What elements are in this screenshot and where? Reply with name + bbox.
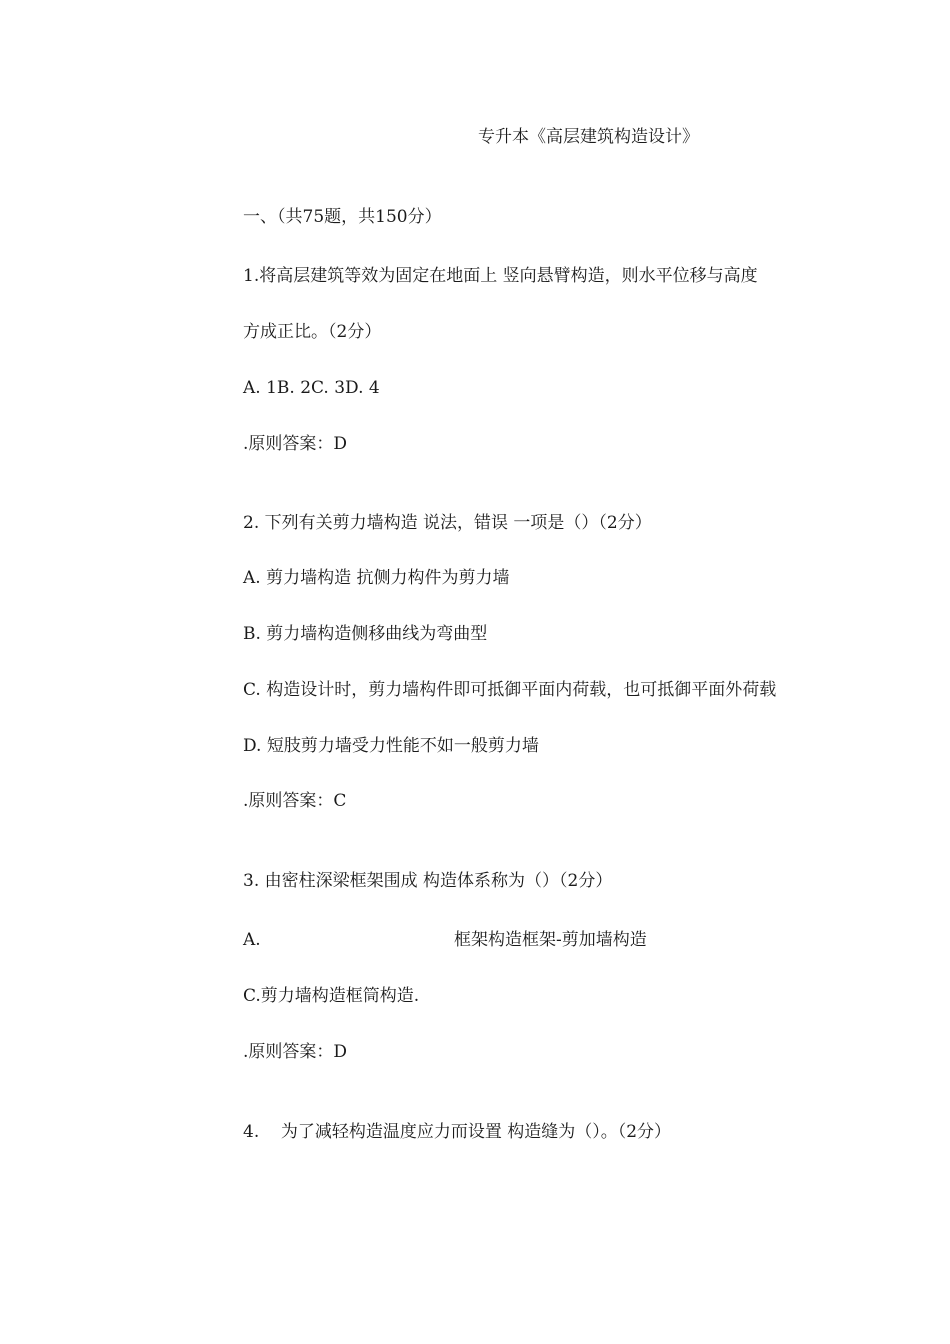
- question-4-stem: 4. 为了减轻构造温度应力而设置 构造缝为（）。（2分）: [243, 1122, 672, 1142]
- question-2-stem: 2. 下列有关剪力墙构造 说法，错误 一项是（）（2分）: [243, 513, 652, 533]
- question-1-stem-line-2: 方成正比。（2分）: [243, 322, 382, 342]
- question-3-answer: .原则答案：D: [243, 1042, 348, 1062]
- question-3-option-c: C.剪力墙构造框筒构造.: [243, 986, 420, 1006]
- question-3-options-row: 框架构造框架-剪加墙构造: [454, 930, 647, 950]
- question-2-option-a: A. 剪力墙构造 抗侧力构件为剪力墙: [243, 568, 510, 588]
- question-2-option-c: C. 构造设计时，剪力墙构件即可抵御平面内荷载，也可抵御平面外荷载: [243, 680, 777, 700]
- question-2-option-b: B. 剪力墙构造侧移曲线为弯曲型: [243, 624, 488, 644]
- question-2-option-d: D. 短肢剪力墙受力性能不如一般剪力墙: [243, 736, 539, 756]
- question-3-option-a-label: A.: [243, 930, 261, 950]
- question-1-answer: .原则答案：D: [243, 434, 348, 454]
- question-1-stem-line-1: 1.将高层建筑等效为固定在地面上 竖向悬臂构造，则水平位移与高度: [243, 266, 758, 286]
- question-1-options: A. 1B. 2C. 3D. 4: [243, 378, 380, 398]
- document-title: 专升本《高层建筑构造设计》: [478, 127, 699, 147]
- question-3-stem: 3. 由密柱深梁框架围成 构造体系称为（）（2分）: [243, 871, 613, 891]
- question-2-answer: .原则答案：C: [243, 791, 347, 811]
- section-header: 一、（共75题，共150分）: [243, 207, 442, 227]
